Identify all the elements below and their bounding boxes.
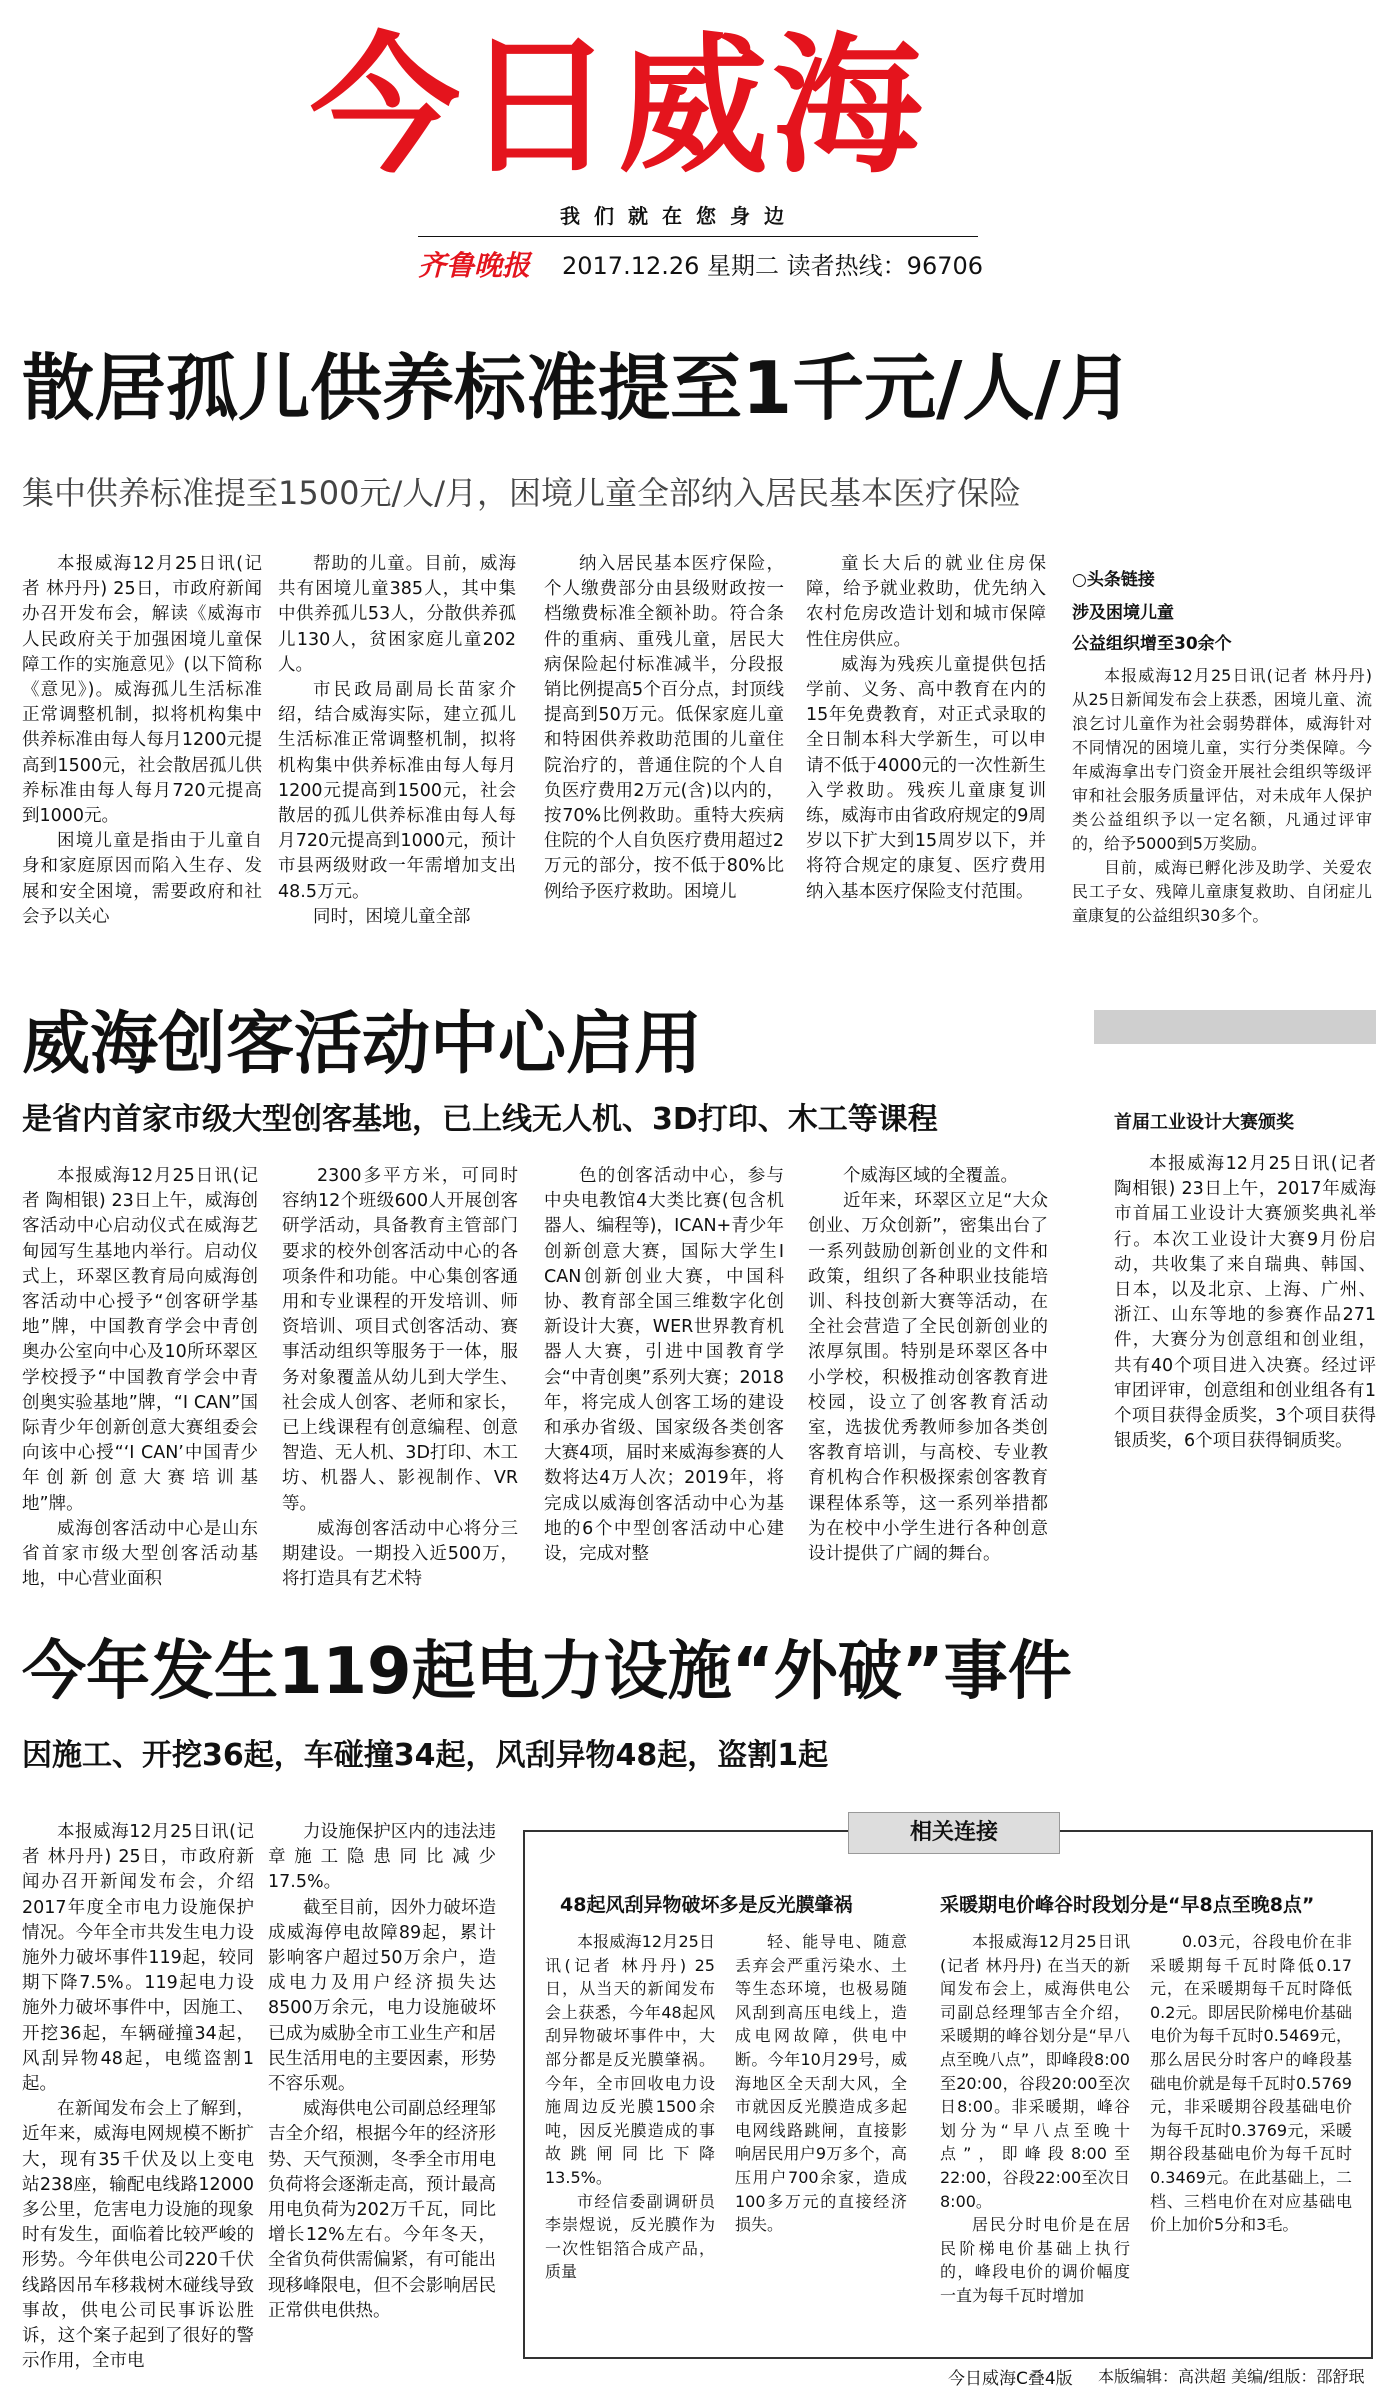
related-item1-title: 48起风刮异物破坏多是反光膜肇祸 (560, 1894, 853, 1916)
sidebar-body (1072, 664, 1372, 928)
sidebar-tag: ○头条链接 (1072, 570, 1155, 590)
related-item2-col1 (940, 1930, 1130, 2308)
story2-col2-p1: 2300多平方米，可同时容纳12个班级600人开展创客研学活动，具备教育主管部门要求的校外创客活动中心的各项条件和功能。中心集创客通用和专业课程的开发培训、师资培训、项目式创客活动、赛事活动组织等服务于一体，服务对象覆盖从幼儿到大学生、社会成人创客、老师和家长，已上线课程有创意编程、创意智造、无人机、3D打印、木工坊、机器人、影视制作、VR等。 (282, 1166, 518, 1514)
story2-col2-p2: 威海创客活动中心将分三期建设。一期投入近500万，将打造具有艺术特 (282, 1518, 518, 1590)
story3-col1 (22, 1820, 254, 2374)
story3-headline: 今年发生119起电力设施“外破”事件 (22, 1635, 1072, 1709)
story1-col2-p1: 帮助的儿童。目前，威海共有困境儿童385人，其中集中供养孤儿53人，分散供养孤儿130人，贫困家庭儿童202人。 (278, 554, 516, 675)
gray-divider-bar (1094, 1010, 1376, 1044)
story2-col1-p2: 威海创客活动中心是山东省首家市级大型创客活动基地，中心营业面积 (22, 1518, 258, 1590)
story2-col4-p2: 近年来，环翠区立足“大众创业、万众创新”，密集出台了一系列鼓励创新创业的文件和政策，组织了各种职业技能培训、科技创新大赛等活动，在全社会营造了全民创新创业的浓厚氛围。特别是环翠区各中小学校，积极推动创客教育进校园，设立了创客教育活动室，选拔优秀教师参加各类创客教育培训，与高校、专业教育机构合作积极探索创客教育课程体系等，这一系列举措都为在校中小学生进行各种创意设计提供了广阔的舞台。 (808, 1191, 1048, 1565)
story2-sidebar (1114, 1108, 1376, 1454)
story1-col4-p1: 童长大后的就业住房保障，给予就业救助，优先纳入农村危房改造计划和城市保障性住房供应。 (806, 554, 1046, 650)
sidebar-title-line1: 涉及困境儿童 (1072, 603, 1174, 623)
related-item1-col2 (735, 1930, 907, 2237)
related-item2-col2 (1150, 1930, 1352, 2237)
story1-col3 (544, 552, 784, 905)
masthead-slogan: 我们就在您身边 (560, 204, 798, 228)
story2-col3-p1: 色的创客活动中心，参与中央电教馆4大类比赛(包含机器人、编程等)，ICAN+青少年创新创意大赛，国际大学生I CAN创新创业大赛，中国科协、教育部全国三维数字化创新设计大赛，WER世界教育机器人大赛，引进中国教育学会“中青创奥”系列大赛；2018年，将完成人创客工场的建设和承办省级、国家级各类创客大赛4项，届时来威海参赛的人数将达4万人次；2019年，将完成以威海创客活动中心为基地的6个中型创客活动中心建设，完成对整 (544, 1166, 784, 1565)
related-item2-title: 采暖期电价峰谷时段划分是“早8点至晚8点” (940, 1894, 1315, 1916)
story3-col2 (268, 1820, 496, 2324)
sidebar-p2: 目前，威海已孵化涉及助学、关爱农民工子女、残障儿童康复救助、自闭症儿童康复的公益组织30多个。 (1072, 858, 1372, 925)
story1-col4 (806, 552, 1046, 905)
story3-col1-p2: 在新闻发布会上了解到，近年来，威海电网规模不断扩大，现有35千伏及以上变电站238座，输配电线路12000多公里，危害电力设施的现象时有发生，面临着比较严峻的形势。今年供电公司220千伏线路因吊车移栽树木碰线导致事故，供电公司民事诉讼胜诉，这个案子起到了很好的警示作用，全市电 (22, 2099, 254, 2372)
related-box-title: 相关连接 (848, 1812, 1060, 1854)
story1-col2-p3: 同时，困境儿童全部 (313, 906, 471, 927)
story2-col1-p1: 本报威海12月25日讯(记者 陶相银) 23日上午，威海创客活动中心启动仪式在威海艺甸园写生基地内举行。启动仪式上，环翠区教育局向威海创客活动中心授予“创客研学基地”牌，中国教育学会中青创奥办公室向中心及10所环翠区学校授予“中国教育学会中青创奥实验基地”牌，“I CAN”国际青少年创新创意大赛组委会向该中心授“‘I CAN’中国青少年创新创意大赛培训基地”牌。 (22, 1166, 258, 1514)
story2-sidebar-p1: 本报威海12月25日讯(记者 陶相银) 23日上午，2017年威海市首届工业设计大赛颁奖典礼举行。本次工业设计大赛9月份启动，共收集了来自瑞典、韩国、日本，以及北京、上海、广州、浙江、山东等地的参赛作品271件，大赛分为创意组和创业组，共有40个项目进入决赛。经过评审团评审，创意组和创业组各有1个项目获得金质奖，3个项目获得银质奖，6个项目获得铜质奖。 (1114, 1154, 1376, 1452)
story3-col2-p3: 威海供电公司副总经理邹吉全介绍，根据今年的经济形势、天气预测，冬季全市用电负荷将会逐渐走高，预计最高用电负荷为202万千瓦，同比增长12%左右。今年冬天，全省负荷供需偏紧，有可能出现移峰限电，但不会影响居民正常供电供热。 (268, 2099, 496, 2321)
sidebar-title-line2: 公益组织增至30余个 (1072, 634, 1232, 654)
dateline: 2017.12.26 星期二 读者热线：96706 (562, 252, 984, 280)
story1-col4-p2: 威海为残疾儿童提供包括学前、义务、高中教育在内的15年免费教育，对正式录取的全日制本科大学新生，可以申请不低于4000元的一次性新生入学救助。残疾儿童康复训练，威海市由省政府规定的9周岁以下扩大到15周岁以下，并将符合规定的康复、医疗费用纳入基本医疗保险支付范围。 (806, 654, 1046, 902)
footer-page: 今日威海C叠4版 (948, 2369, 1073, 2389)
footer-editors: 本版编辑：高洪超 美编/组版：邵舒珉 (1098, 2367, 1365, 2386)
related-item2-col2-p1: 0.03元，谷段电价在非采暖期每千瓦时降低0.17元，在采暖期每千瓦时降低0.2元。即居民阶梯电价基础电价为每千瓦时0.5469元，那么居民分时客户的峰段基础电价就是每千瓦时0.5769元，非采暖期谷段基础电价为每千瓦时0.3769元，采暖期谷段基础电价为每千瓦时0.3469元。在此基础上，二档、三档电价在对应基础电价上加价5分和3毛。 (1150, 1932, 1352, 2235)
story1-col1 (22, 552, 262, 930)
story1-col1-p2: 困境儿童是指由于儿童自身和家庭原因而陷入生存、发展和安全困境，需要政府和社会予以关心 (22, 831, 262, 927)
story1-headline: 散居孤儿供养标准提至1千元/人/月 (22, 346, 1133, 430)
story2-subhead: 是省内首家市级大型创客基地，已上线无人机、3D打印、木工等课程 (22, 1102, 938, 1137)
story1-col3-p1: 纳入居民基本医疗保险，个人缴费部分由县级财政按一档缴费标准全额补助。符合条件的重病、重残儿童，居民大病保险起付标准减半，分段报销比例提高5个百分点，封顶线提高到50万元。低保家庭儿童和特困供养救助范围的儿童住院治疗的，普通住院的个人自负医疗费用2万元(含)以内的，按70%比例救助。重特大疾病住院的个人自负医疗费用超过2万元的部分，按不低于80%比例给予医疗救助。困境儿 (544, 554, 784, 902)
story2-col2 (282, 1164, 518, 1592)
story2-col3 (544, 1164, 784, 1567)
story2-sidebar-title: 首届工业设计大赛颁奖 (1114, 1112, 1294, 1133)
related-item2-col1-p1: 本报威海12月25日讯(记者 林丹丹) 在当天的新闻发布会上，威海供电公司副总经理邹吉全介绍，采暖期的峰谷划分是“早八点至晚八点”，即峰段8:00至20:00，谷段20:00至次日8:00。非采暖期，峰谷划分为“早八点至晚十点”，即峰段8:00至22:00，谷段22:00至次日8:00。 (940, 1932, 1130, 2211)
related-item2-col1-p2: 居民分时电价是在居民阶梯电价基础上执行的，峰段电价的调价幅度一直为每千瓦时增加 (940, 2215, 1130, 2305)
related-item1-col1-p1: 本报威海12月25日讯(记者 林丹丹) 25日，从当天的新闻发布会上获悉，今年48起风刮异物破坏事件中，大部分都是反光膜肇祸。今年，全市回收电力设施周边反光膜1500余吨，因反光膜造成的事故跳闸同比下降13.5%。 (545, 1932, 715, 2187)
story2-col4 (808, 1164, 1048, 1567)
story1-col2-p2: 市民政局副局长苗家介绍，结合威海实际，建立孤儿生活标准正常调整机制，拟将机构集中供养标准由每人每月1200元提高到1500元，社会散居的孤儿供养标准由每人每月720元提高到1000元，预计市县两级财政一年需增加支出48.5万元。 (278, 680, 516, 902)
story1-col2 (278, 552, 516, 930)
related-item1-col1 (545, 1930, 715, 2284)
story3-col2-p2: 截至目前，因外力破坏造成威海停电故障89起，累计影响客户超过50万余户，造成电力及用户经济损失达8500万余元，电力设施破坏已成为威胁全市工业生产和居民生活用电的主要因素，形势不容乐观。 (268, 1897, 496, 2095)
masthead-title: 今日威海 (310, 20, 927, 194)
related-item1-col1-p2: 市经信委副调研员李崇煜说，反光膜作为一次性铝箔合成产品，质量 (545, 2191, 715, 2282)
story2-col4-p1: 个威海区域的全覆盖。 (843, 1166, 1018, 1186)
sidebar-p1: 本报威海12月25日讯(记者 林丹丹) 从25日新闻发布会上获悉，困境儿童、流浪乞讨儿童作为社会弱势群体，威海针对不同情况的困境儿童，实行分类保障。今年威海拿出专门资金开展社会组织等级评审和社会服务质量评估，对未成年人保护类公益组织予以一定名额，凡通过评审的，给予5000到5万奖励。 (1072, 666, 1372, 853)
story2-headline: 威海创客活动中心启用 (22, 1005, 703, 1084)
related-item1-col2-p1: 轻、能导电、随意丢弃会严重污染水、土等生态环境，也极易随风刮到高压电线上，造成电网故障，供电中断。今年10月29号，威海地区全天刮大风，全市就因反光膜造成多起电网线路跳闸，直接影响居民用户9万多个，高压用户700余家，造成100多万元的直接经济损失。 (735, 1932, 907, 2235)
story3-subhead: 因施工、开挖36起，车碰撞34起，风刮异物48起，盗割1起 (22, 1738, 829, 1773)
story1-sidebar (1072, 565, 1372, 928)
story3-col2-p1: 力设施保护区内的违法违章施工隐患同比减少17.5%。 (268, 1822, 496, 1893)
brand-logo: 齐鲁晚报 (418, 249, 531, 282)
story1-subhead: 集中供养标准提至1500元/人/月，困境儿童全部纳入居民基本医疗保险 (22, 474, 1022, 512)
story3-col1-p1: 本报威海12月25日讯(记者 林丹丹) 25日，市政府新闻办召开新闻发布会，介绍2017年度全市电力设施保护情况。今年全市共发生电力设施外力破坏事件119起，较同期下降7.5%。119起电力设施外力破坏事件中，因施工、开挖36起，车辆碰撞34起，风刮异物48起，电缆盗割1起。 (22, 1822, 254, 2095)
story2-sidebar-body (1114, 1152, 1376, 1454)
story2-col1 (22, 1164, 258, 1592)
masthead-rule (418, 236, 978, 237)
story1-col1-p1: 本报威海12月25日讯(记者 林丹丹) 25日，市政府新闻办召开发布会，解读《威海市人民政府关于加强困境儿童保障工作的实施意见》(以下简称《意见》)。威海孤儿生活标准正常调整机制，拟将机构集中供养标准由每人每月1200元提高到1500元，社会散居孤儿供养标准由每人每月720元提高到1000元。 (22, 554, 262, 827)
